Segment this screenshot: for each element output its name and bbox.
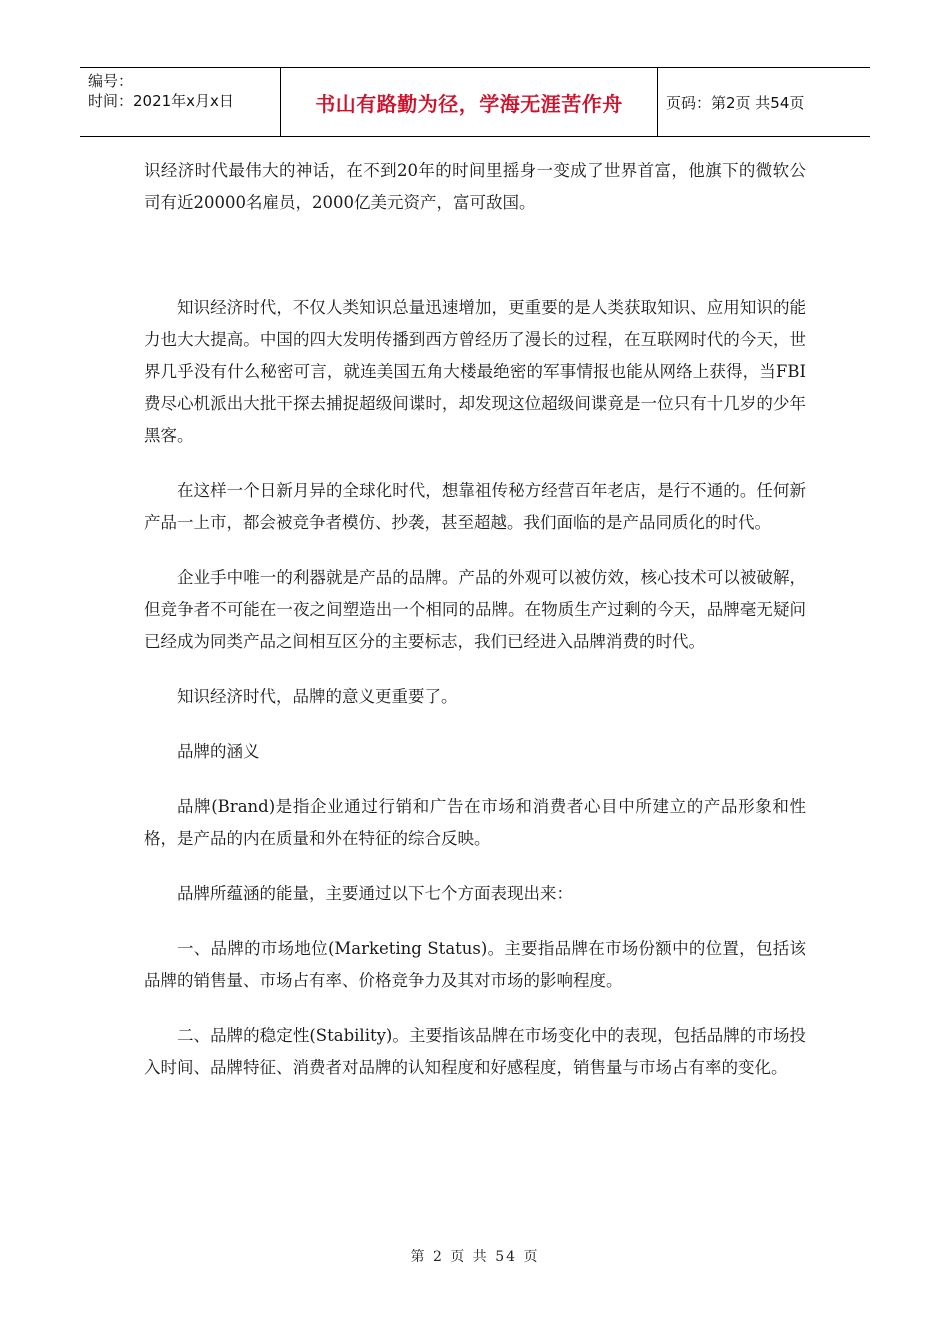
document-header: [80, 67, 870, 137]
section-heading: 品牌的涵义: [177, 742, 260, 761]
list-item: 一、品牌的市场地位(Marketing Status)。主要指品牌在市场份额中的位置，包括该品牌的销售量、市场占有率、价格竞争力及其对市场的影响程度。: [144, 939, 806, 990]
header-motto: 书山有路勤为径，学海无涯苦作舟: [281, 68, 658, 136]
paragraph: 知识经济时代，品牌的意义更重要了。: [177, 687, 458, 706]
page-footer: 第 2 页 共 54 页: [410, 1249, 540, 1265]
spacer: [144, 219, 806, 292]
header-page-info: 页码：第2页 共54页: [666, 93, 805, 112]
paragraph: 品牌(Brand)是指企业通过行销和广告在市场和消费者心目中所建立的产品形象和性格，是产品的内在质量和外在特征的综合反映。: [144, 797, 806, 848]
paragraph: 在这样一个日新月异的全球化时代，想靠祖传秘方经营百年老店，是行不通的。任何新产品一上市，都会被竞争者模仿、抄袭，甚至超越。我们面临的是产品同质化的时代。: [144, 481, 806, 532]
paragraph: 企业手中唯一的利器就是产品的品牌。产品的外观可以被仿效，核心技术可以被破解，但竞争者不可能在一夜之间塑造出一个相同的品牌。在物质生产过剩的今天，品牌毫无疑问已经成为同类产品之间相互区分的主要标志，我们已经进入品牌消费的时代。: [144, 568, 806, 651]
list-item: 二、品牌的稳定性(Stability)。主要指该品牌在市场变化中的表现，包括品牌的市场投入时间、品牌特征、消费者对品牌的认知程度和好感程度，销售量与市场占有率的变化。: [144, 1026, 806, 1077]
paragraph: 品牌所蕴涵的能量，主要通过以下七个方面表现出来：: [177, 884, 573, 903]
document-body: [144, 155, 806, 1107]
code-label: 编号：: [88, 72, 134, 90]
paragraph: 识经济时代最伟大的神话，在不到20年的时间里摇身一变成了世界首富，他旗下的微软公司有近20000名雇员，2000亿美元资产，富可敌国。: [144, 161, 806, 212]
paragraph: 知识经济时代，不仅人类知识总量迅速增加，更重要的是人类获取知识、应用知识的能力也大大提高。中国的四大发明传播到西方曾经历了漫长的过程，在互联网时代的今天，世界几乎没有什么秘密可言，就连美国五角大楼最绝密的军事情报也能从网络上获得，当FBI费尽心机派出大批干探去捕捉超级间谍时，却发现这位超级间谍竟是一位只有十几岁的少年黑客。: [144, 298, 806, 445]
header-meta-cell: [80, 68, 281, 136]
date-label: 时间：2021年x月x日: [88, 92, 234, 110]
